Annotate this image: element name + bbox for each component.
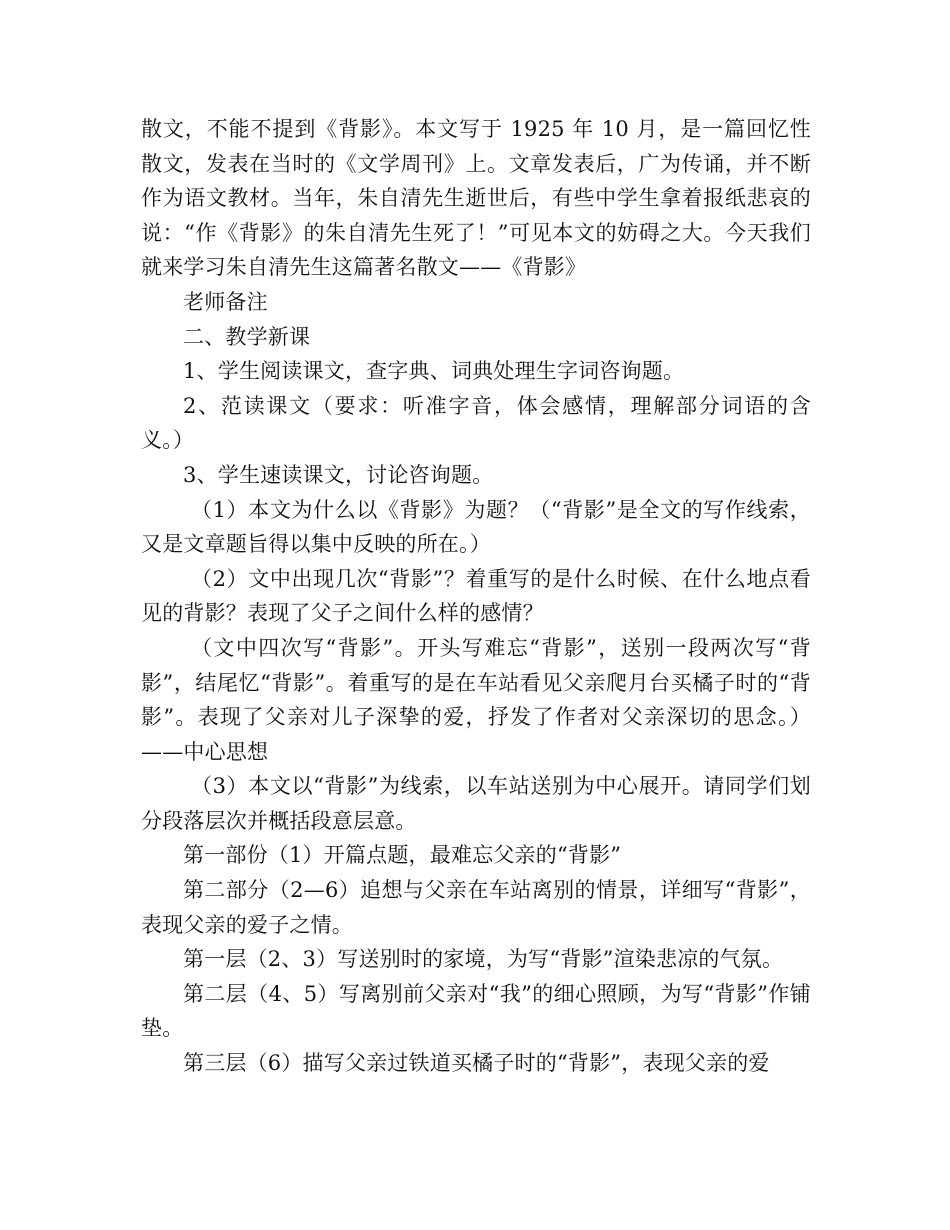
document-body: [141, 112, 811, 1081]
layer-2: 第二层（4、5）写离别前父亲对“我”的细心照顾，为写“背影”作铺垫。: [141, 981, 811, 1041]
layer-1: 第一层（2、3）写送别时的家境，为写“背影”渲染悲凉的气氛。: [183, 947, 784, 972]
intro-paragraph: 散文，不能不提到《背影》。本文写于 1925 年 10 月，是一篇回忆性散文，发表在当时的《文学周刊》上。文章发表后，广为传诵，并不断作为语文教材。当年，朱自清先生逝世后，有些中学生拿着报纸悲哀的说：“作《背影》的朱自清先生死了！”可见本文的妨碍之大。今天我们就来学习朱自清先生这篇著名散文——《背影》: [141, 117, 811, 280]
layer-3: 第三层（6）描写父亲过铁道买橘子时的“背影”，表现父亲的爱: [183, 1051, 770, 1076]
question-3: （3）本文以“背影”为线索，以车站送别为中心展开。请同学们划分段落层次并概括段意层意。: [141, 774, 811, 833]
section-heading: 二、教学新课: [183, 324, 311, 349]
part-1: 第一部份（1）开篇点题，最难忘父亲的“背影”: [183, 843, 622, 868]
answer-2: （文中四次写“背影”。开头写难忘“背影”，送别一段两次写“背影”，结尾忆“背影”。着重写的是在车站看见父亲爬月台买橘子时的“背影”。表现了父亲对儿子深挚的爱，抒发了作者对父亲深切的思念。）——中心思想: [141, 635, 811, 764]
step-1: 1、学生阅读课文，查字典、词典处理生字词咨询题。: [183, 359, 685, 384]
question-1: （1）本文为什么以《背影》为题？（“背影”是全文的写作线索，又是文章题旨得以集中反映的所在。）: [141, 497, 811, 557]
step-3: 3、学生速读课文，讨论咨询题。: [183, 462, 494, 487]
part-2: 第二部分（2—6）追想与父亲在车站离别的情景，详细写“背影”，表现父亲的爱子之情。: [141, 878, 811, 937]
question-2: （2）文中出现几次“背影”？着重写的是什么时候、在什么地点看见的背影？表现了父子之间什么样的感情？: [141, 566, 811, 626]
teacher-note-label: 老师备注: [183, 289, 268, 314]
step-2: 2、范读课文（要求：听准字音，体会感情，理解部分词语的含义。）: [141, 393, 811, 453]
